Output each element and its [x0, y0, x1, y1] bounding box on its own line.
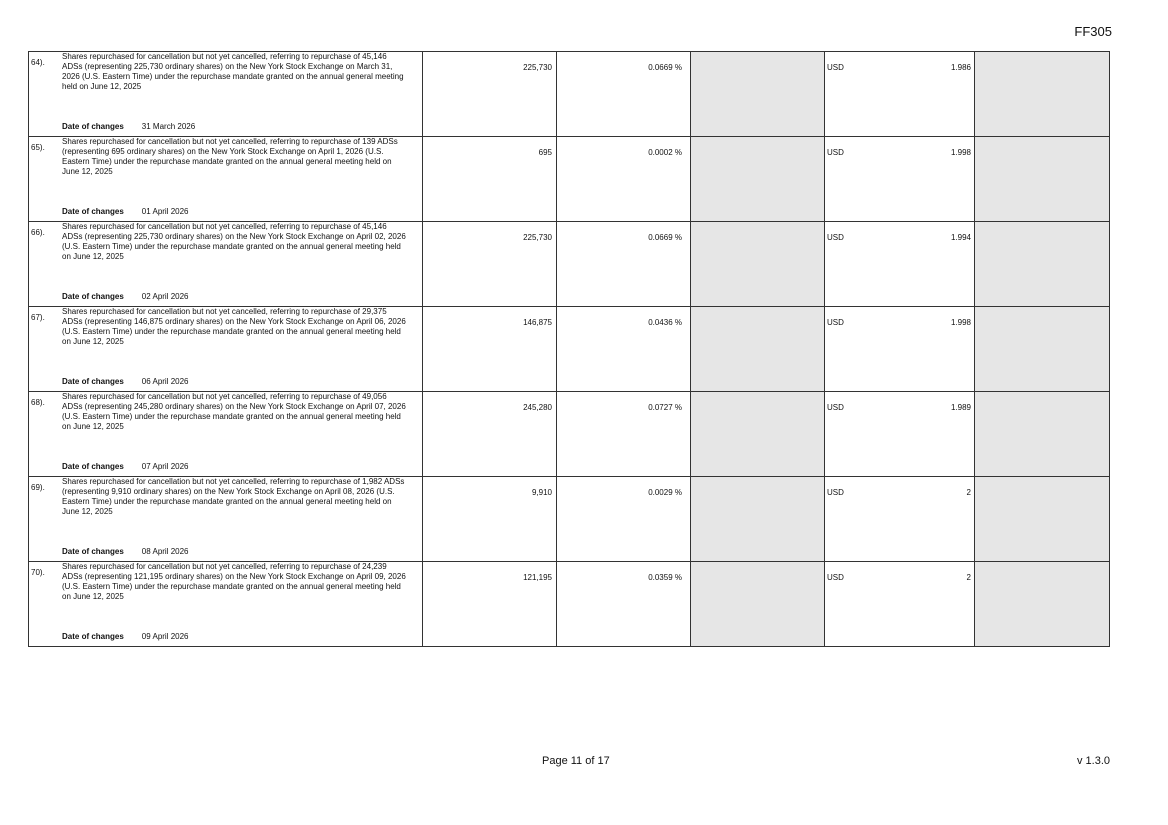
- description-cell: [29, 562, 423, 647]
- table-row: [29, 52, 1110, 137]
- currency-code: USD: [827, 318, 844, 327]
- currency-code: USD: [827, 403, 844, 412]
- greyed-cell: [975, 307, 1110, 392]
- shares-count: 9,910: [423, 477, 557, 562]
- price-cell: [825, 137, 975, 222]
- date-of-changes: [62, 547, 189, 556]
- table-row: [29, 137, 1110, 222]
- shares-percentage: 0.0727 %: [557, 392, 691, 477]
- greyed-cell: [691, 52, 825, 137]
- currency-code: USD: [827, 573, 844, 582]
- date-of-changes: [62, 292, 189, 301]
- row-number: 68).: [31, 398, 45, 407]
- row-number: 64).: [31, 58, 45, 67]
- greyed-cell: [975, 562, 1110, 647]
- date-of-changes-value: 08 April 2026: [141, 547, 189, 556]
- greyed-cell: [691, 477, 825, 562]
- greyed-cell: [691, 222, 825, 307]
- greyed-cell: [691, 307, 825, 392]
- change-description: Shares repurchased for cancellation but not yet cancelled, referring to repurchase of 24,239 ADSs (representing 121,195 ordinary shares) on the New York Stock Exchange on April 09, 2026 (U.S. Eastern Time) under the repurchase mandate granted on the annual general meeting held on June 12, 2025: [62, 562, 406, 601]
- shares-count: 225,730: [423, 222, 557, 307]
- shares-percentage: 0.0002 %: [557, 137, 691, 222]
- change-description: Shares repurchased for cancellation but not yet cancelled, referring to repurchase of 29,375 ADSs (representing 146,875 ordinary shares) on the New York Stock Exchange on April 06, 2026 (U.S. Eastern Time) under the repurchase mandate granted on the annual general meeting held on June 12, 2025: [62, 307, 406, 346]
- date-of-changes-value: 01 April 2026: [141, 207, 189, 216]
- table-body: [29, 52, 1110, 647]
- price-per-share: 1.994: [950, 233, 971, 242]
- date-of-changes-label: Date of changes: [62, 207, 124, 216]
- price-per-share: 2: [966, 573, 971, 582]
- price-cell: [825, 477, 975, 562]
- currency-code: USD: [827, 233, 844, 242]
- change-description: Shares repurchased for cancellation but not yet cancelled, referring to repurchase of 45,146 ADSs (representing 225,730 ordinary shares) on the New York Stock Exchange on April 02, 2026 (U.S. Eastern Time) under the repurchase mandate granted on the annual general meeting held on June 12, 2025: [62, 222, 406, 261]
- form-code: FF305: [1074, 24, 1112, 39]
- date-of-changes: [62, 377, 189, 386]
- share-changes-table: [28, 51, 1110, 647]
- version-label: v 1.3.0: [1076, 755, 1110, 767]
- price-per-share: 1.989: [950, 403, 971, 412]
- price-per-share: 1.998: [950, 318, 971, 327]
- greyed-cell: [975, 392, 1110, 477]
- date-of-changes-label: Date of changes: [62, 547, 124, 556]
- shares-percentage: 0.0669 %: [557, 52, 691, 137]
- date-of-changes: [62, 632, 189, 641]
- date-of-changes-label: Date of changes: [62, 377, 124, 386]
- shares-count: 225,730: [423, 52, 557, 137]
- table-row: [29, 562, 1110, 647]
- greyed-cell: [975, 477, 1110, 562]
- change-description: Shares repurchased for cancellation but not yet cancelled, referring to repurchase of 139 ADSs (representing 695 ordinary shares) on the New York Stock Exchange on April 1, 2026 (U.S. Eastern Time) under the repurchase mandate granted on the annual general meeting held on June 12, 2025: [62, 137, 398, 176]
- date-of-changes-label: Date of changes: [62, 122, 124, 131]
- date-of-changes-label: Date of changes: [62, 292, 124, 301]
- shares-count: 695: [423, 137, 557, 222]
- currency-code: USD: [827, 63, 844, 72]
- row-number: 67).: [31, 313, 45, 322]
- date-of-changes-label: Date of changes: [62, 632, 124, 641]
- description-cell: [29, 477, 423, 562]
- date-of-changes-value: 02 April 2026: [141, 292, 189, 301]
- greyed-cell: [975, 52, 1110, 137]
- change-description: Shares repurchased for cancellation but not yet cancelled, referring to repurchase of 49,056 ADSs (representing 245,280 ordinary shares) on the New York Stock Exchange on April 07, 2026 (U.S. Eastern Time) under the repurchase mandate granted on the annual general meeting held on June 12, 2025: [62, 392, 406, 431]
- description-cell: [29, 52, 423, 137]
- page-number: Page 11 of 17: [542, 755, 610, 767]
- date-of-changes-value: 07 April 2026: [141, 462, 189, 471]
- currency-code: USD: [827, 488, 844, 497]
- shares-count: 121,195: [423, 562, 557, 647]
- price-per-share: 1.998: [950, 148, 971, 157]
- description-cell: [29, 222, 423, 307]
- row-number: 65).: [31, 143, 45, 152]
- date-of-changes: [62, 462, 189, 471]
- date-of-changes: [62, 122, 195, 131]
- greyed-cell: [691, 562, 825, 647]
- date-of-changes-value: 06 April 2026: [141, 377, 189, 386]
- greyed-cell: [975, 222, 1110, 307]
- table-row: [29, 477, 1110, 562]
- date-of-changes-value: 09 April 2026: [141, 632, 189, 641]
- date-of-changes-value: 31 March 2026: [141, 122, 196, 131]
- price-cell: [825, 52, 975, 137]
- table-row: [29, 307, 1110, 392]
- shares-percentage: 0.0029 %: [557, 477, 691, 562]
- table-row: [29, 392, 1110, 477]
- description-cell: [29, 307, 423, 392]
- shares-percentage: 0.0669 %: [557, 222, 691, 307]
- price-cell: [825, 222, 975, 307]
- row-number: 70).: [31, 568, 45, 577]
- shares-percentage: 0.0436 %: [557, 307, 691, 392]
- shares-count: 146,875: [423, 307, 557, 392]
- shares-percentage: 0.0359 %: [557, 562, 691, 647]
- greyed-cell: [691, 137, 825, 222]
- row-number: 69).: [31, 483, 45, 492]
- greyed-cell: [975, 137, 1110, 222]
- row-number: 66).: [31, 228, 45, 237]
- description-cell: [29, 392, 423, 477]
- date-of-changes-label: Date of changes: [62, 462, 124, 471]
- price-per-share: 2: [966, 488, 971, 497]
- shares-count: 245,280: [423, 392, 557, 477]
- date-of-changes: [62, 207, 189, 216]
- change-description: Shares repurchased for cancellation but not yet cancelled, referring to repurchase of 45,146 ADSs (representing 225,730 ordinary shares) on the New York Stock Exchange on March 31, 2026 (U.S. Eastern Time) under the repurchase mandate granted on the annual general meeting held on June 12, 2025: [62, 52, 404, 91]
- price-cell: [825, 562, 975, 647]
- currency-code: USD: [827, 148, 844, 157]
- change-description: Shares repurchased for cancellation but not yet cancelled, referring to repurchase of 1,982 ADSs (representing 9,910 ordinary shares) on the New York Stock Exchange on April 08, 2026 (U.S. Eastern Time) under the repurchase mandate granted on the annual general meeting held on June 12, 2025: [62, 477, 405, 516]
- price-cell: [825, 307, 975, 392]
- greyed-cell: [691, 392, 825, 477]
- price-per-share: 1.986: [950, 63, 971, 72]
- description-cell: [29, 137, 423, 222]
- price-cell: [825, 392, 975, 477]
- table-row: [29, 222, 1110, 307]
